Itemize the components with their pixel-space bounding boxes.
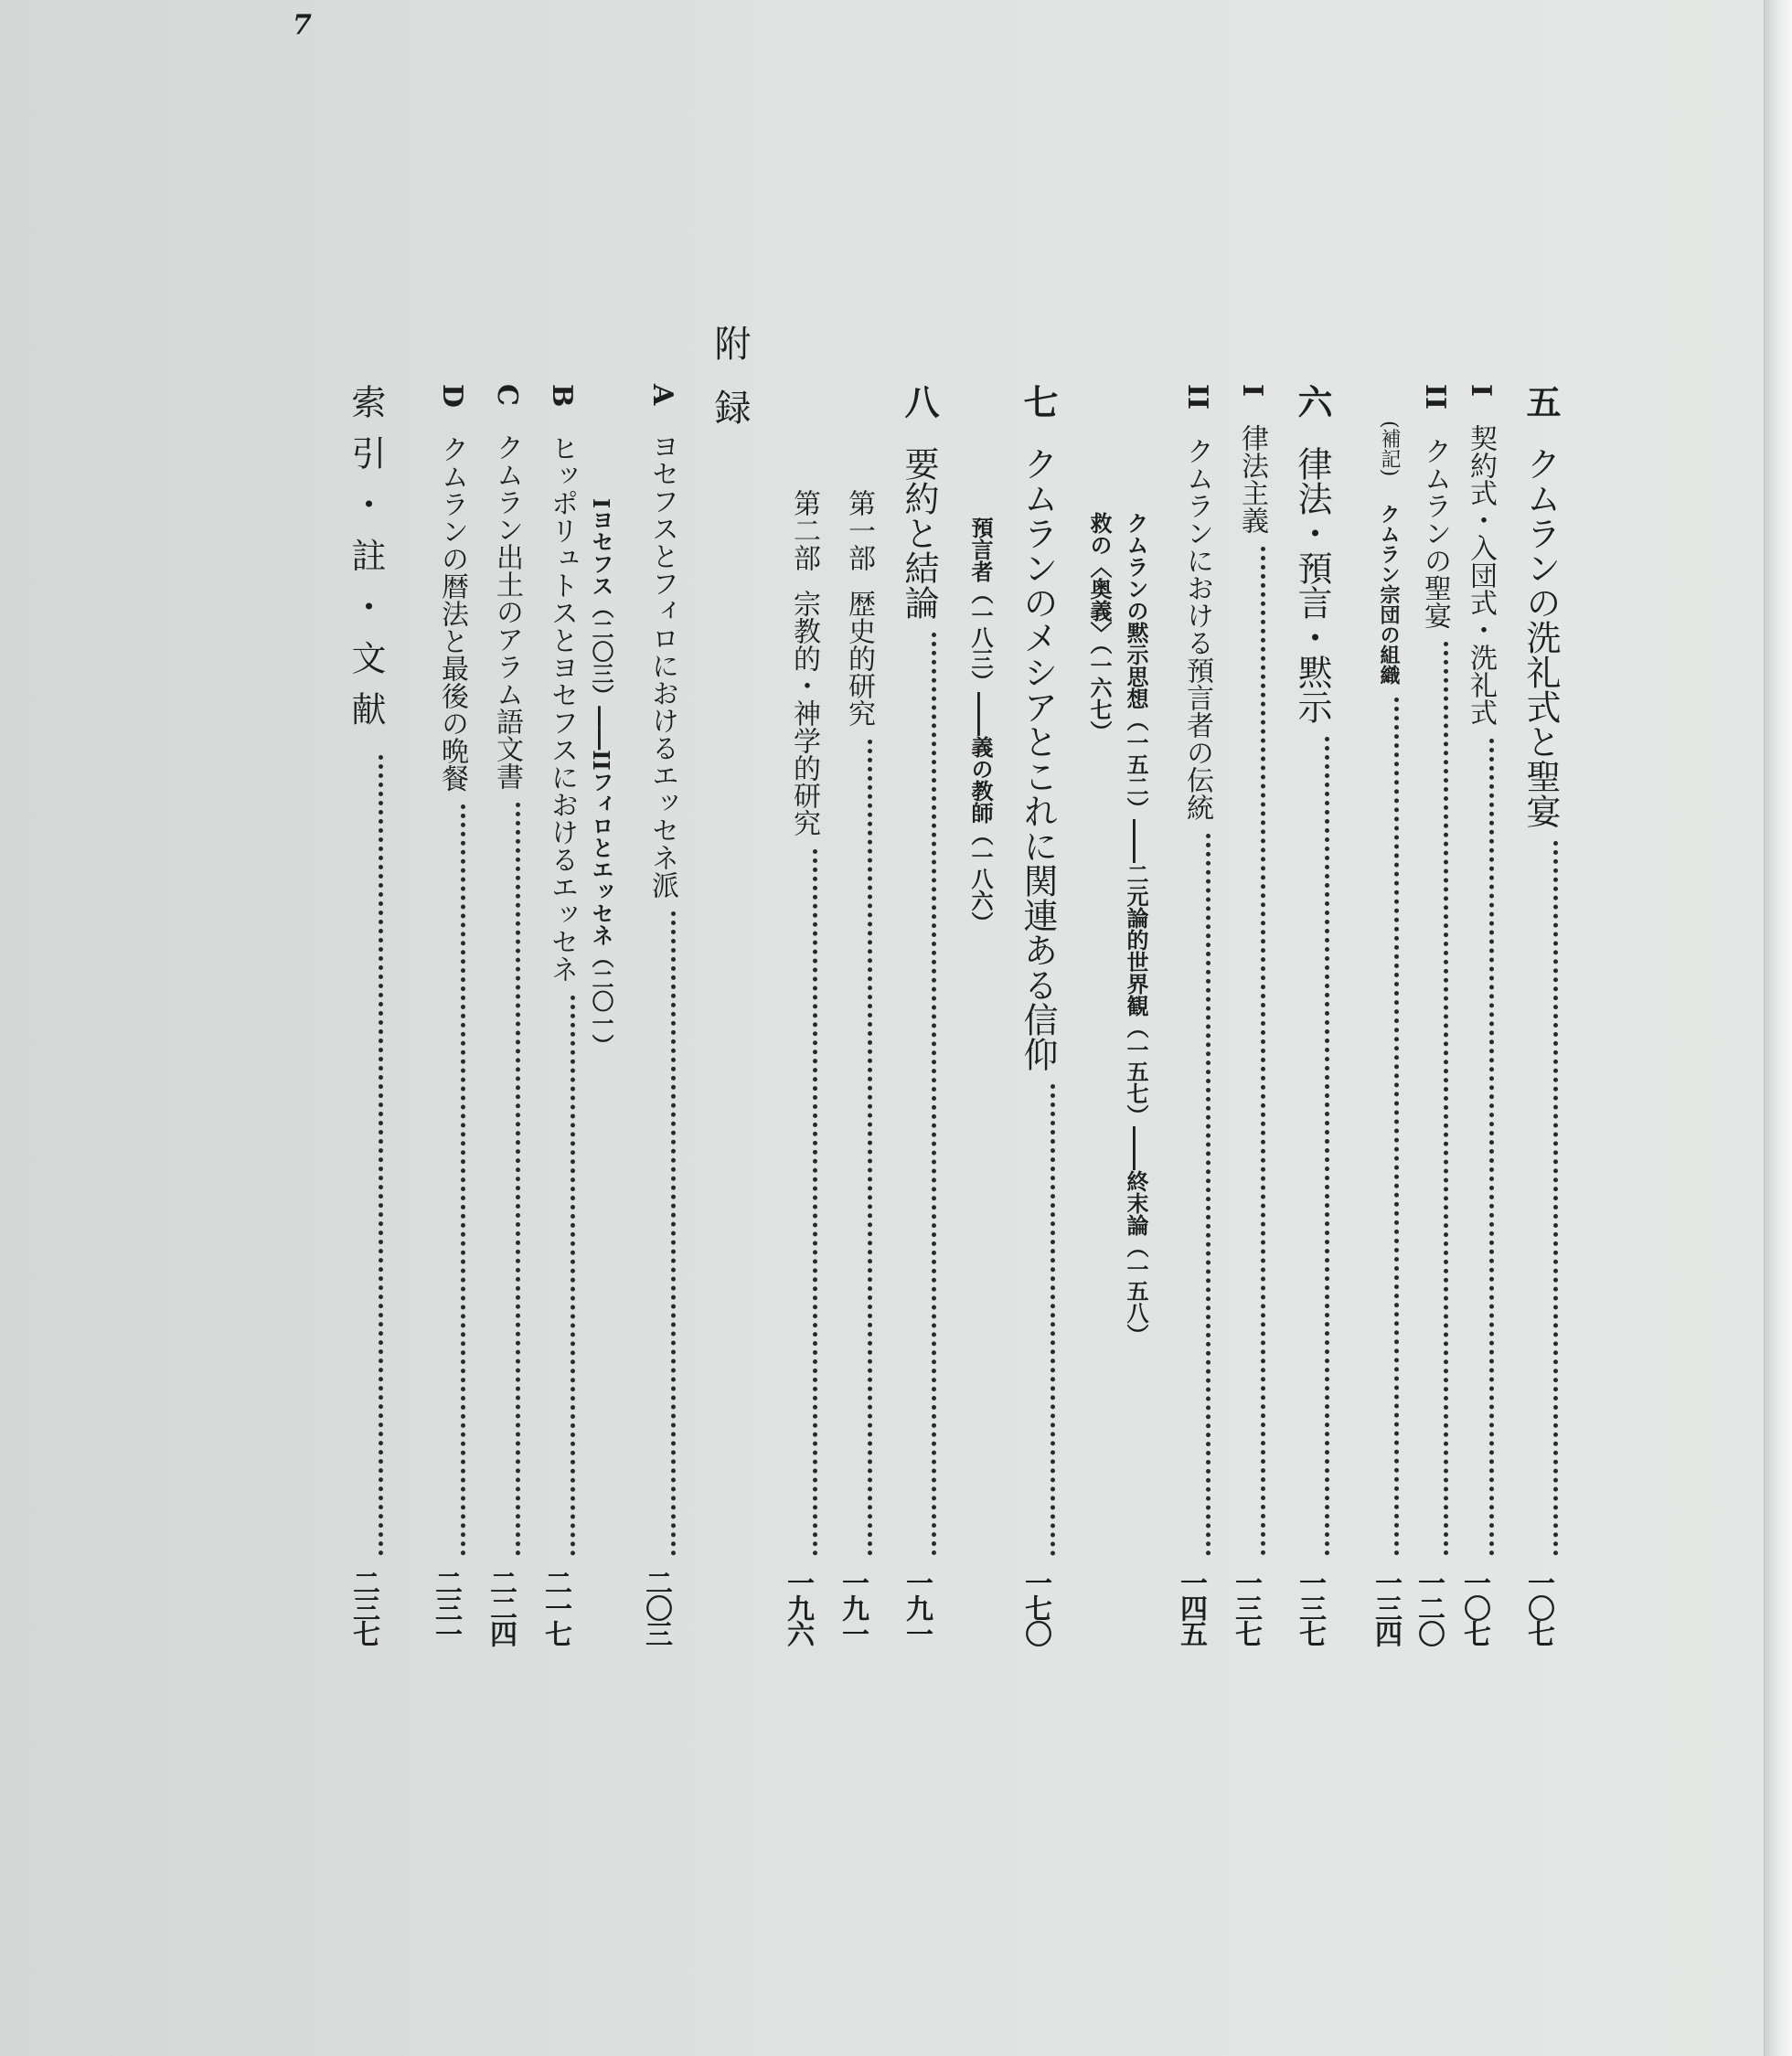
- toc-chapter-number: 七: [1018, 384, 1059, 419]
- toc-page-ref: 一四五: [1175, 1569, 1207, 1646]
- toc-row-section: [1225, 384, 1268, 1646]
- dot-leader: [1015, 1084, 1055, 1556]
- dot-leader: [1408, 642, 1448, 1556]
- page-edge: [1764, 0, 1792, 2056]
- toc-appendix-letter: D: [436, 384, 468, 409]
- toc-subtopics: 救の〈奥義〉（一六七）: [1086, 512, 1113, 742]
- toc-row-appendix-d: [425, 384, 468, 1646]
- dot-leader: [343, 755, 383, 1556]
- toc-section-number: I: [1465, 384, 1497, 398]
- toc-row-appendix-b: [535, 384, 578, 1646]
- toc-page-ref: 二三七: [347, 1569, 379, 1646]
- toc-page-ref: 一九一: [901, 1569, 933, 1646]
- toc-section-number: II: [1181, 384, 1213, 410]
- toc-appendix-letter: B: [546, 384, 578, 408]
- dot-leader: [1371, 698, 1399, 1556]
- toc-appendix-letter: C: [491, 384, 523, 406]
- toc-appendix-letter: A: [646, 384, 678, 406]
- toc-row-appendix-c: [480, 384, 523, 1646]
- dot-leader: [1518, 841, 1558, 1556]
- toc-title: クムランの聖宴: [1419, 437, 1451, 630]
- toc-title: クムランの洗礼式と聖宴: [1520, 446, 1561, 828]
- dot-leader: [635, 911, 676, 1556]
- toc-page-ref: 一三四: [1370, 1569, 1402, 1646]
- toc-title: 律法・預言・黙示: [1292, 446, 1332, 724]
- appendix-heading: 附録: [709, 325, 751, 453]
- toc-title: 索引・註・文献: [346, 384, 386, 742]
- toc-page-ref: 二〇三: [640, 1569, 672, 1646]
- toc-page-ref: 一九六: [782, 1569, 814, 1646]
- dot-leader: [832, 740, 872, 1556]
- toc-page-ref: 一九一: [837, 1569, 869, 1646]
- toc-section-number: II: [1419, 384, 1451, 410]
- toc-page-ref: 一三七: [1230, 1569, 1262, 1646]
- toc-chapter-number: 八: [899, 384, 940, 419]
- toc-page-ref: 一二〇: [1413, 1569, 1445, 1646]
- toc-title: ヒッポリュトスとヨセフスにおけるエッセネ: [546, 434, 578, 984]
- dot-leader: [425, 804, 465, 1556]
- toc-page-ref: 一三七: [1294, 1569, 1326, 1646]
- toc-row-part: [832, 489, 875, 1646]
- toc-page-ref: 一〇七: [1522, 1569, 1554, 1646]
- toc-row-part: [777, 489, 820, 1646]
- dot-leader: [1454, 739, 1494, 1556]
- toc-row-appendix-a: [635, 384, 676, 1646]
- toc-part-label: 第一部: [843, 489, 875, 571]
- toc-row-chapter-5: [1518, 384, 1562, 1646]
- toc-subtopics: 預言者（一八三）――義の教師（一八六）: [967, 517, 994, 933]
- toc-subtopics: クムランの黙示思想（一五二）――二元論的世界観（一五七）――終末論（一五八）: [1123, 512, 1149, 1346]
- toc-title: 歴史的研究: [843, 590, 875, 727]
- page-number: 7: [293, 9, 312, 41]
- toc-title: クムランのメシアとこれに関連ある信仰: [1018, 446, 1058, 1071]
- toc-page-ref: 一七〇: [1019, 1569, 1051, 1646]
- dot-leader: [1225, 547, 1265, 1556]
- dot-leader: [480, 803, 520, 1556]
- toc-row-index: [343, 384, 386, 1646]
- toc-title: 要約と結論: [899, 446, 939, 620]
- dot-leader: [535, 996, 575, 1556]
- toc-title: クムランの暦法と最後の晩餐: [436, 435, 468, 793]
- toc-row-note: [1370, 421, 1402, 1646]
- dot-leader: [1289, 737, 1329, 1556]
- toc-page-ref: 二一七: [539, 1569, 571, 1646]
- toc-chapter-number: 六: [1292, 384, 1333, 419]
- toc-title: クムラン宗団の組織: [1377, 504, 1401, 686]
- toc-title: 契約式・入団式・洗礼式: [1465, 424, 1497, 727]
- toc-note-label: (補記): [1378, 421, 1401, 477]
- toc-row-section: [1454, 384, 1497, 1646]
- toc-chapter-number: 五: [1520, 384, 1562, 419]
- toc-row-chapter-8: [896, 384, 940, 1646]
- dot-leader: [777, 849, 817, 1556]
- toc-part-label: 第二部: [788, 489, 820, 571]
- toc-subtopics: Iヨセフス（二〇三）――IIフィロとエッセネ（二〇一）: [588, 498, 614, 1056]
- dot-leader: [1170, 834, 1211, 1556]
- toc-row-chapter-6: [1289, 384, 1333, 1646]
- toc-page-ref: 一〇七: [1458, 1569, 1490, 1646]
- toc-title: ヨセフスとフィロにおけるエッセネ派: [646, 432, 678, 900]
- toc-row-section: [1408, 384, 1451, 1646]
- toc-title: クムランにおける預言者の伝統: [1181, 437, 1213, 822]
- toc-title: 律法主義: [1236, 424, 1268, 535]
- toc-page-ref: 二三一: [430, 1569, 462, 1646]
- toc-title: クムラン出土のアラム語文書: [491, 432, 523, 790]
- toc-title: 宗教的・神学的研究: [788, 590, 820, 836]
- toc-row-chapter-7: [1015, 384, 1059, 1646]
- dot-leader: [896, 633, 936, 1556]
- toc-page-ref: 二二四: [485, 1569, 517, 1646]
- toc-section-number: I: [1236, 384, 1268, 398]
- toc-row-section: [1170, 384, 1211, 1646]
